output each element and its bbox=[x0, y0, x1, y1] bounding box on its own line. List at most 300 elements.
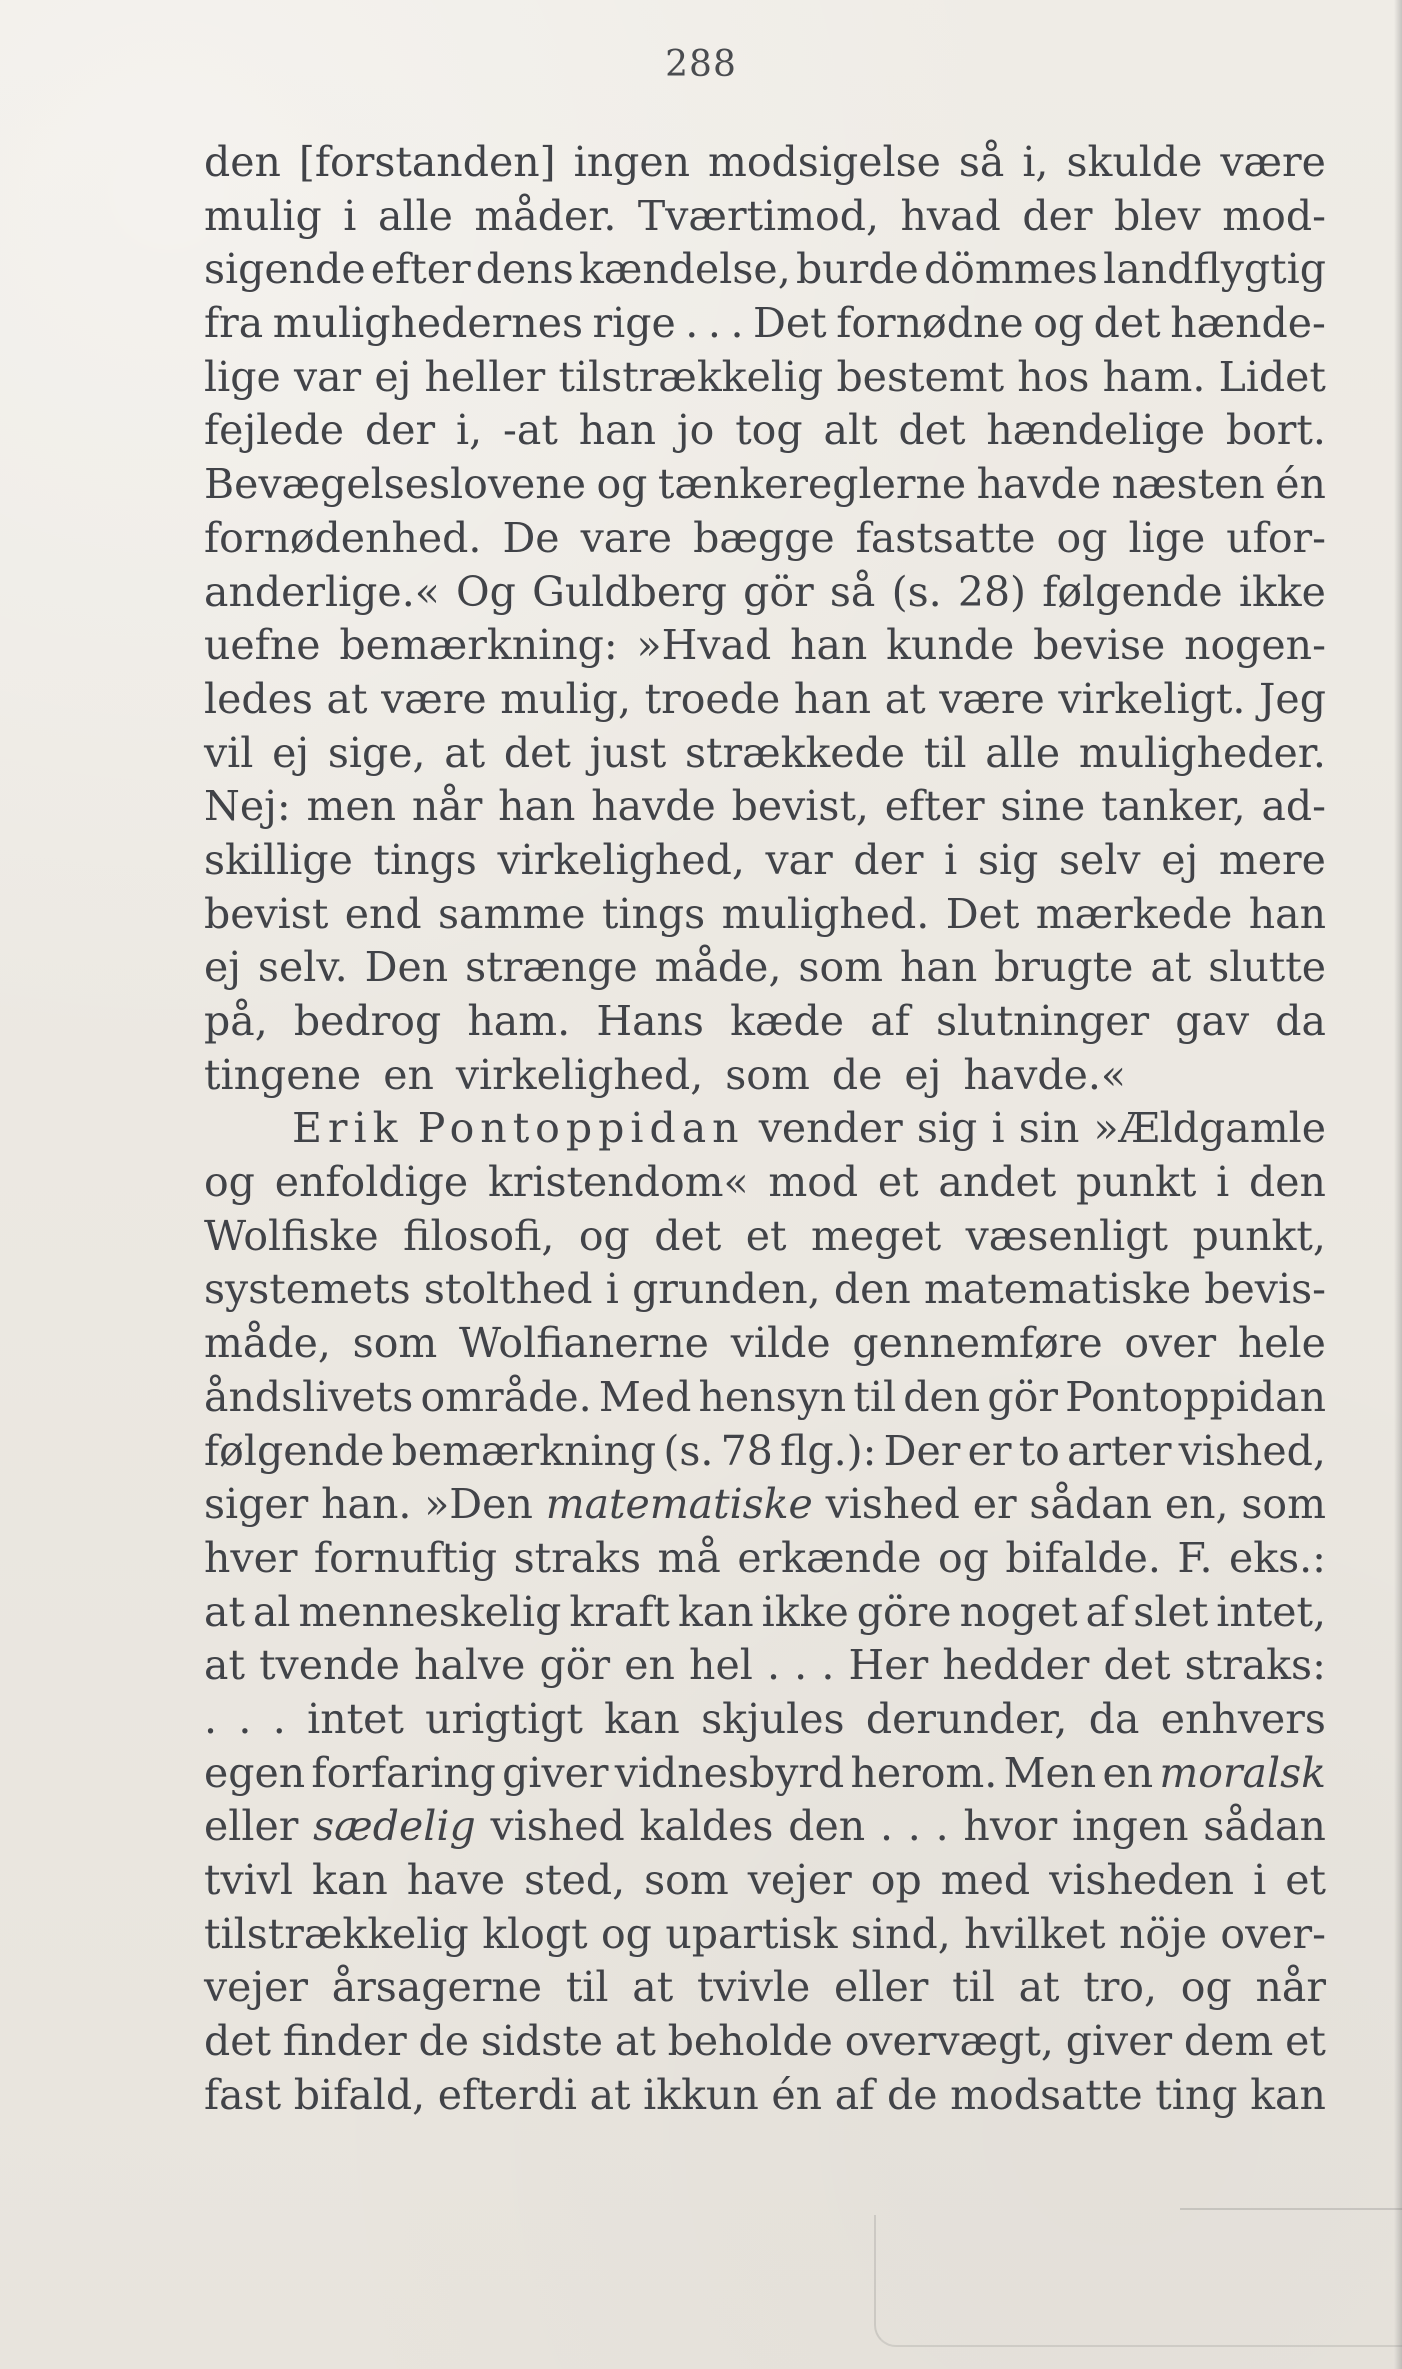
word: tings bbox=[373, 835, 477, 884]
word: kan bbox=[1250, 2070, 1326, 2119]
word: tilstrækkelig bbox=[204, 1909, 469, 1958]
word: intet, bbox=[1216, 1587, 1326, 1636]
word: og bbox=[596, 460, 648, 509]
word: alle bbox=[377, 191, 453, 240]
word: bestemt bbox=[836, 352, 1005, 401]
word: fra bbox=[204, 299, 264, 348]
text-line bbox=[204, 1371, 1326, 1425]
word: han bbox=[899, 943, 978, 992]
word: strænge bbox=[465, 943, 638, 992]
word: gör bbox=[987, 1372, 1058, 1421]
word: som bbox=[725, 1050, 810, 1099]
word: flg.): bbox=[780, 1426, 877, 1475]
word: bevist bbox=[204, 889, 329, 938]
word: følgende bbox=[1042, 567, 1223, 616]
word: fejlede bbox=[204, 406, 345, 455]
word: følgende bbox=[204, 1426, 385, 1475]
word: arter bbox=[1067, 1426, 1172, 1475]
word: urigtigt bbox=[425, 1694, 583, 1743]
word: punkt bbox=[1076, 1158, 1197, 1207]
word: havde.« bbox=[963, 1050, 1127, 1099]
text-line bbox=[204, 566, 1326, 620]
word: Her bbox=[848, 1641, 929, 1690]
word: kan bbox=[677, 1587, 754, 1636]
word: må bbox=[657, 1533, 721, 1582]
word: gennemføre bbox=[852, 1319, 1103, 1368]
word: alt bbox=[823, 406, 878, 455]
word: gör bbox=[743, 567, 814, 616]
word: det bbox=[654, 1211, 722, 1260]
word: Jeg bbox=[1259, 674, 1326, 723]
word: da bbox=[1088, 1694, 1140, 1743]
word: slutte bbox=[1208, 943, 1326, 992]
word: Det bbox=[945, 889, 1020, 938]
text-line bbox=[204, 297, 1326, 351]
word: sig bbox=[916, 1104, 978, 1153]
word: heller bbox=[424, 352, 546, 401]
word: i bbox=[1216, 1158, 1230, 1207]
word: intet bbox=[307, 1694, 404, 1743]
word: som bbox=[644, 1856, 729, 1904]
text-line bbox=[204, 834, 1326, 888]
word: der bbox=[364, 406, 436, 455]
word: og bbox=[1180, 1963, 1232, 2012]
word: den bbox=[1249, 1158, 1326, 1207]
word: . bbox=[272, 1694, 286, 1743]
word: muligheder. bbox=[1078, 728, 1326, 777]
word: rige bbox=[592, 299, 676, 348]
text-line bbox=[204, 1747, 1326, 1801]
italic-word: sædelig bbox=[313, 1802, 476, 1851]
word: mulig bbox=[204, 191, 322, 240]
word: sin bbox=[1018, 1104, 1080, 1153]
word: upartisk bbox=[665, 1909, 838, 1958]
bottom-corner-mark bbox=[874, 2215, 1402, 2347]
word: ufor- bbox=[1226, 513, 1326, 562]
word: ad- bbox=[1261, 782, 1326, 831]
word: ej bbox=[272, 728, 310, 777]
word: at bbox=[614, 2017, 656, 2066]
word: tingene bbox=[204, 1050, 362, 1099]
word: virkelighed, bbox=[497, 835, 745, 884]
word: hos bbox=[1017, 352, 1090, 401]
word: vilde bbox=[730, 1319, 831, 1368]
body-text bbox=[204, 136, 1326, 2122]
text-line bbox=[204, 136, 1326, 190]
word: kæde bbox=[730, 997, 845, 1045]
word: fornødenhed. bbox=[204, 513, 482, 562]
word: måder. bbox=[474, 191, 617, 240]
word: bevis- bbox=[1204, 1265, 1326, 1314]
word: dömmes bbox=[923, 245, 1098, 294]
word: tvivl bbox=[204, 1856, 294, 1904]
word: sige, bbox=[327, 728, 426, 777]
word: havde bbox=[976, 460, 1102, 509]
word: ledes bbox=[204, 674, 313, 723]
word: skulde bbox=[1066, 138, 1203, 186]
word: . bbox=[685, 299, 699, 348]
word: hver bbox=[204, 1533, 298, 1582]
word: -at bbox=[503, 406, 558, 455]
word: til bbox=[923, 728, 967, 777]
word: blev bbox=[1113, 191, 1201, 240]
word: lige bbox=[1128, 513, 1206, 562]
word: skjules bbox=[701, 1694, 845, 1743]
word: et bbox=[877, 1158, 919, 1207]
word: straks bbox=[513, 1533, 642, 1582]
word: Hans bbox=[596, 997, 704, 1045]
word: vil bbox=[204, 728, 254, 777]
word: straks: bbox=[1184, 1641, 1326, 1690]
word: Pontoppidan bbox=[1065, 1372, 1326, 1421]
word: halve bbox=[414, 1641, 526, 1690]
word: . bbox=[935, 1802, 949, 1851]
text-line bbox=[204, 941, 1326, 995]
word: . bbox=[794, 1641, 808, 1690]
word: stolthed bbox=[423, 1265, 593, 1314]
text-line bbox=[204, 1425, 1326, 1479]
word: sig bbox=[977, 835, 1039, 884]
word: Og bbox=[456, 567, 516, 616]
text-line bbox=[204, 2015, 1326, 2069]
word: slutninger bbox=[936, 997, 1150, 1045]
word: tænkereglerne bbox=[657, 460, 967, 509]
word: da bbox=[1275, 997, 1326, 1045]
word: ham. bbox=[1102, 352, 1206, 401]
word: ham. bbox=[467, 997, 571, 1045]
word: sigende bbox=[204, 245, 366, 294]
word: bevise bbox=[1033, 621, 1166, 670]
word: én bbox=[771, 2070, 823, 2119]
word: »Hvad bbox=[636, 621, 772, 670]
word: dens bbox=[475, 245, 574, 294]
word: Med bbox=[598, 1372, 692, 1421]
word: var bbox=[293, 352, 362, 401]
word: den bbox=[788, 1802, 866, 1851]
word: bemærkning: bbox=[339, 621, 618, 670]
word: den bbox=[833, 1265, 911, 1314]
word: ikke bbox=[761, 1587, 849, 1636]
word: vejer bbox=[204, 1963, 309, 2012]
word: hvilket bbox=[964, 1909, 1106, 1958]
word: Pontoppidan bbox=[417, 1104, 745, 1153]
word: jo bbox=[676, 406, 715, 455]
word: efter bbox=[370, 245, 471, 294]
word: kraft bbox=[569, 1587, 670, 1636]
word: derunder, bbox=[865, 1694, 1068, 1743]
word: (s. bbox=[891, 567, 942, 616]
word: herom. bbox=[850, 1748, 998, 1797]
word: så bbox=[958, 138, 1005, 186]
word: al bbox=[252, 1587, 291, 1636]
word: vished, bbox=[1178, 1426, 1326, 1475]
word: og bbox=[578, 1211, 630, 1260]
word: være bbox=[939, 674, 1045, 723]
word: mulig, bbox=[500, 674, 632, 723]
word: der bbox=[1022, 191, 1093, 240]
word: efter bbox=[884, 782, 985, 831]
word: nöje bbox=[1118, 1909, 1208, 1958]
word: mod- bbox=[1222, 191, 1326, 240]
word: eller bbox=[834, 1963, 929, 2012]
word: »Ældgamle bbox=[1093, 1104, 1326, 1153]
word: kan bbox=[604, 1694, 680, 1743]
word: Der bbox=[883, 1426, 961, 1475]
word: på, bbox=[204, 997, 268, 1045]
text-line bbox=[204, 888, 1326, 942]
word: at bbox=[204, 1587, 245, 1636]
text-line bbox=[204, 727, 1326, 781]
word: til bbox=[853, 1372, 897, 1421]
word: alle bbox=[985, 728, 1061, 777]
text-line bbox=[204, 1156, 1326, 1210]
word: to bbox=[1018, 1426, 1060, 1475]
text-line bbox=[204, 1908, 1326, 1962]
word: overvægt, bbox=[844, 2017, 1054, 2066]
word: slet bbox=[1133, 1587, 1209, 1636]
text-line bbox=[204, 190, 1326, 244]
word: ej bbox=[374, 352, 412, 401]
word: måde, bbox=[204, 1319, 331, 1368]
word: klogt bbox=[482, 1909, 588, 1958]
word: nogen- bbox=[1184, 621, 1326, 670]
word: når bbox=[411, 782, 483, 831]
word: virkeligt. bbox=[1058, 674, 1246, 723]
word: vejer bbox=[747, 1856, 852, 1904]
word: en, bbox=[1164, 1480, 1229, 1529]
word: var bbox=[765, 835, 833, 884]
word: sted, bbox=[524, 1856, 626, 1904]
word: . bbox=[821, 1641, 835, 1690]
word: fornødne bbox=[836, 299, 1024, 348]
text-line bbox=[204, 458, 1326, 512]
word: han bbox=[498, 782, 576, 831]
word: bægge bbox=[693, 513, 835, 562]
word: af bbox=[870, 997, 910, 1045]
word: hændelige bbox=[986, 406, 1205, 455]
text-line bbox=[204, 995, 1326, 1049]
text-line bbox=[204, 780, 1326, 834]
word: selv. bbox=[257, 943, 348, 992]
word: det bbox=[1103, 1641, 1171, 1690]
word: matematiske bbox=[923, 1265, 1192, 1314]
word: være bbox=[1220, 138, 1326, 186]
word: gör bbox=[539, 1641, 611, 1690]
word: punkt, bbox=[1192, 1211, 1326, 1260]
text-line bbox=[204, 512, 1326, 566]
word: ej bbox=[1161, 835, 1199, 884]
word: at bbox=[444, 728, 486, 777]
text-line bbox=[204, 1317, 1326, 1371]
word: kændelse, bbox=[578, 245, 791, 294]
word: mere bbox=[1218, 835, 1326, 884]
word: ingen bbox=[1072, 1802, 1189, 1851]
word: enhvers bbox=[1160, 1694, 1326, 1743]
word: tog bbox=[735, 406, 803, 455]
word: burde bbox=[795, 245, 919, 294]
word: sådan bbox=[1029, 1480, 1152, 1529]
word: selv bbox=[1059, 835, 1141, 884]
word: det bbox=[1093, 299, 1161, 348]
word: sine bbox=[1000, 782, 1086, 831]
word: ikkun bbox=[643, 2070, 759, 2119]
word: bort. bbox=[1225, 406, 1326, 455]
word: ej bbox=[904, 1050, 942, 1099]
word: op bbox=[870, 1856, 922, 1904]
page-edge-shadow bbox=[1394, 0, 1402, 2369]
word: vender bbox=[758, 1104, 903, 1153]
word: . bbox=[907, 1802, 921, 1851]
word: at bbox=[1150, 943, 1192, 992]
word: Men bbox=[1003, 1748, 1097, 1797]
word: et bbox=[1285, 1856, 1326, 1904]
word: bifalde. bbox=[1005, 1533, 1161, 1582]
word: noget bbox=[959, 1587, 1078, 1636]
word: bemærkning bbox=[391, 1426, 657, 1475]
word: modsigelse bbox=[708, 138, 941, 186]
word: er bbox=[972, 1480, 1017, 1529]
word: strækkede bbox=[684, 728, 906, 777]
word: at bbox=[1018, 1963, 1060, 2012]
word: sidste bbox=[480, 2017, 604, 2066]
word: . bbox=[730, 299, 744, 348]
word: over bbox=[1124, 1319, 1217, 1368]
word: anderlige.« bbox=[204, 567, 440, 616]
word: bifald, bbox=[293, 2070, 426, 2119]
word: og bbox=[204, 1158, 255, 1207]
word: eks.: bbox=[1228, 1533, 1326, 1582]
word: årsagerne bbox=[331, 1963, 543, 2012]
word: hvor bbox=[963, 1802, 1058, 1851]
italic-word: matematiske bbox=[545, 1480, 813, 1529]
bottom-border-line bbox=[1180, 2208, 1402, 2210]
word: fastsatte bbox=[855, 513, 1036, 562]
word: virkelighed, bbox=[455, 1050, 704, 1099]
word: tvivle bbox=[696, 1963, 811, 2012]
word: Det bbox=[753, 299, 827, 348]
word: i bbox=[605, 1265, 619, 1314]
word: til bbox=[565, 1963, 609, 2012]
word: mulighedernes bbox=[272, 299, 583, 348]
word: De bbox=[502, 513, 560, 562]
word: tanker, bbox=[1101, 782, 1246, 831]
word: vished bbox=[825, 1480, 960, 1529]
word: måde, bbox=[654, 943, 782, 992]
word: at bbox=[204, 1641, 245, 1690]
text-line bbox=[204, 1263, 1326, 1317]
word: i bbox=[343, 191, 357, 240]
word: end bbox=[344, 889, 422, 938]
word: dem bbox=[1183, 2017, 1274, 2066]
word: væsenligt bbox=[965, 1211, 1168, 1260]
word: uefne bbox=[204, 621, 321, 670]
word: [forstanden] bbox=[298, 138, 556, 186]
word: han bbox=[793, 674, 872, 723]
page-number: 288 bbox=[665, 44, 737, 85]
word: Erik bbox=[292, 1104, 404, 1153]
word: giver bbox=[502, 1748, 609, 1797]
word: i bbox=[1253, 1856, 1267, 1904]
word: de bbox=[831, 1050, 883, 1099]
word: ej bbox=[204, 943, 241, 992]
word: når bbox=[1255, 1963, 1326, 2012]
word: over- bbox=[1220, 1909, 1326, 1958]
text-line bbox=[204, 1961, 1326, 2015]
word: »Den bbox=[424, 1480, 533, 1529]
word: at bbox=[326, 674, 368, 723]
word: som bbox=[798, 943, 884, 992]
word: hensyn bbox=[698, 1372, 847, 1421]
text-line bbox=[204, 1800, 1326, 1854]
word: i, bbox=[1022, 138, 1049, 186]
word: . bbox=[204, 1694, 218, 1743]
word: F. bbox=[1177, 1533, 1213, 1582]
word: med bbox=[940, 1856, 1031, 1904]
word: en bbox=[624, 1641, 675, 1690]
word: de bbox=[418, 2017, 470, 2066]
word: kunde bbox=[886, 621, 1015, 670]
word: en bbox=[1102, 1748, 1154, 1797]
word: hel bbox=[689, 1641, 753, 1690]
word: hedder bbox=[942, 1641, 1090, 1690]
word: Wolfianerne bbox=[459, 1319, 709, 1368]
text-line bbox=[204, 2069, 1326, 2123]
word: de bbox=[886, 2070, 938, 2119]
word: åndslivets bbox=[204, 1372, 414, 1421]
word: område. bbox=[420, 1372, 592, 1421]
word: visheden bbox=[1049, 1856, 1235, 1904]
word: 78 bbox=[720, 1426, 773, 1475]
word: og bbox=[1033, 299, 1085, 348]
word: kaldes bbox=[639, 1802, 774, 1851]
word: tro, bbox=[1083, 1963, 1158, 2012]
word: men bbox=[306, 782, 397, 831]
word: (s. bbox=[663, 1426, 714, 1475]
word: hele bbox=[1237, 1319, 1326, 1368]
word: landflygtig bbox=[1103, 245, 1326, 294]
word: gav bbox=[1175, 997, 1250, 1045]
word: eller bbox=[204, 1802, 299, 1851]
word: Guldberg bbox=[532, 567, 727, 616]
text-line bbox=[204, 1586, 1326, 1640]
word: filosofi, bbox=[403, 1211, 555, 1260]
word: næsten bbox=[1111, 460, 1265, 509]
word: brugte bbox=[994, 943, 1134, 992]
word: den bbox=[204, 138, 281, 186]
word: modsatte bbox=[950, 2070, 1143, 2119]
word: . bbox=[238, 1694, 252, 1743]
word: grunden, bbox=[632, 1265, 821, 1314]
word: mulighed. bbox=[721, 889, 930, 938]
word: Lidet bbox=[1218, 352, 1326, 401]
word: erkænde bbox=[737, 1533, 922, 1582]
word: til bbox=[952, 1963, 995, 2012]
text-line bbox=[204, 1532, 1326, 1586]
word: Bevægelseslovene bbox=[204, 460, 586, 509]
word: egen bbox=[204, 1748, 306, 1797]
word: beholde bbox=[667, 2017, 833, 2066]
word: i, bbox=[455, 406, 483, 455]
word: kristendom« bbox=[487, 1158, 749, 1207]
word: vare bbox=[580, 513, 673, 562]
word: meget bbox=[811, 1211, 942, 1260]
word: han bbox=[578, 406, 656, 455]
word: fast bbox=[204, 2070, 282, 2119]
word: skillige bbox=[204, 835, 353, 884]
word: som bbox=[1241, 1480, 1326, 1529]
text-line bbox=[204, 1693, 1326, 1747]
text-line bbox=[204, 1049, 1326, 1103]
